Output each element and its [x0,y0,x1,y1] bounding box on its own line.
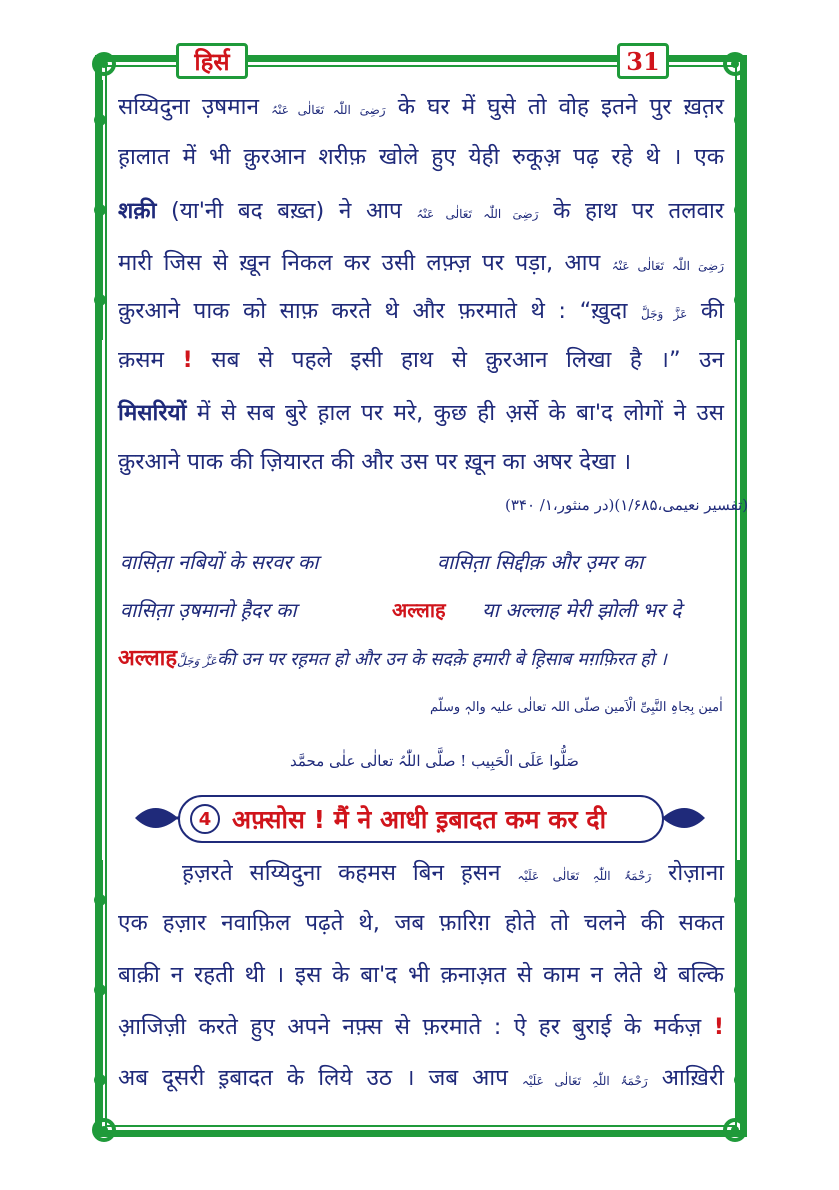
poem-verse [392,596,446,623]
side-ornament-icon [92,860,108,1120]
poem-verse: या अल्लाह मेरी झोली भर दे [482,598,682,622]
allah-word: अल्लाह [392,598,446,622]
corner-ornament-icon [84,44,124,84]
dua-line: अल्लाहعَزَّ وَجَلَّकी उन पर रह़मत हो और उन के सदक़े हमारी बे ह़िसाब मग़फ़िरत हो । [118,646,667,671]
text-line: ह़ज़रते सय्यिदुना कहमस बिन ह़सन رَحْمَۃُ اللّٰہِ تَعَالٰی عَلَیْہ रोज़ाना [182,860,725,886]
text-line: मिसरियों में से सब बुरे ह़ाल पर मरे, कुछ ही अ़र्से के बा'द लोगों ने उस [118,400,724,426]
text-line: क़सम ! सब से पहले इसी हाथ से कु़रआन लिखा है ।” उन [118,347,725,373]
side-ornament-icon [92,80,108,340]
poem-verse: वासित़ा सिद्दीक़ और उ़मर का [437,550,644,574]
text-line: एक हज़ार नवाफ़िल पढ़ते थे, जब फ़ारिग़ होते तो चलने की सकत [118,910,724,936]
text-line: कु़रआने पाक की ज़ियारत की और उस पर ख़ून का अषर देखा । [118,449,632,475]
side-ornament-icon [732,860,748,1120]
section-banner [178,795,664,843]
text-line: मारी जिस से ख़ून निकल कर उसी लफ़्ज़ पर पड़ा, आप رَضِیَ اللّٰہ تَعَالٰی عَنْہُ [118,250,724,276]
book-title: हिर्स [176,43,248,79]
ameen-line: اٰمین بِجاہِ النَّبِیِّ الْاَمین صلّی اللہ تعالٰی علیہ والہٖ وسلّم [430,700,723,715]
side-ornament-icon [732,80,748,340]
text-line: सय्यिदुना उ़षमान رَضِیَ اللّٰہ تَعَالٰی عَنْہُ के घर में घुसे तो वोह इतने पुर ख़त़र [118,94,724,120]
reference-citation: (در منثور،۱/ ۳۴۰)(تفسیر نعیمی،۱/۶۸۵) [505,496,749,514]
poem-verse: वासित़ा उ़षमानो ह़ैदर का [120,598,297,622]
text-line: बाक़ी न रहती थी । इस के बा'द भी क़नाअ़त से काम न लेते थे बल्कि [118,962,724,988]
text-line: कु़रआने पाक को साफ़ करते थे और फ़रमाते थे : “ख़ुदा عَزَّ وَجَلَّ की [118,298,724,324]
section-title: अफ़्सोस ! मैं ने आधी इ़बादत कम कर दी [232,805,607,834]
page-number: 31 [617,43,669,79]
section-number: 4 [190,804,220,834]
text-line: आ़जिज़ी करते हुए अपने नफ़्स से फ़रमाते : ऐ हर बुराई के मर्कज़ ! [118,1014,725,1040]
text-line: अब दूसरी इ़बादत के लिये उठ । जब आप رَحْمَۃُ اللّٰہِ تَعَالٰی عَلَیْہ आख़िरी [118,1065,724,1091]
poem-verse: वासित़ा नबियों के सरवर का [120,550,319,574]
corner-ornament-icon [715,44,755,84]
salutation-line: صَلُّوا عَلَی الْحَبِیب ! صلَّی اللّٰہُ تعالٰی علٰی محمَّد [290,752,579,770]
text-line: शक़ी (या'नी बद बख़्त) ने आप رَضِیَ اللّٰہ تَعَالٰی عَنْہُ के हाथ पर तलवार [118,198,725,224]
text-line: ह़ालात में भी कु़रआन शरीफ़ खोले हुए येही रुकूअ़ पढ़ रहे थे । एक [118,144,724,170]
